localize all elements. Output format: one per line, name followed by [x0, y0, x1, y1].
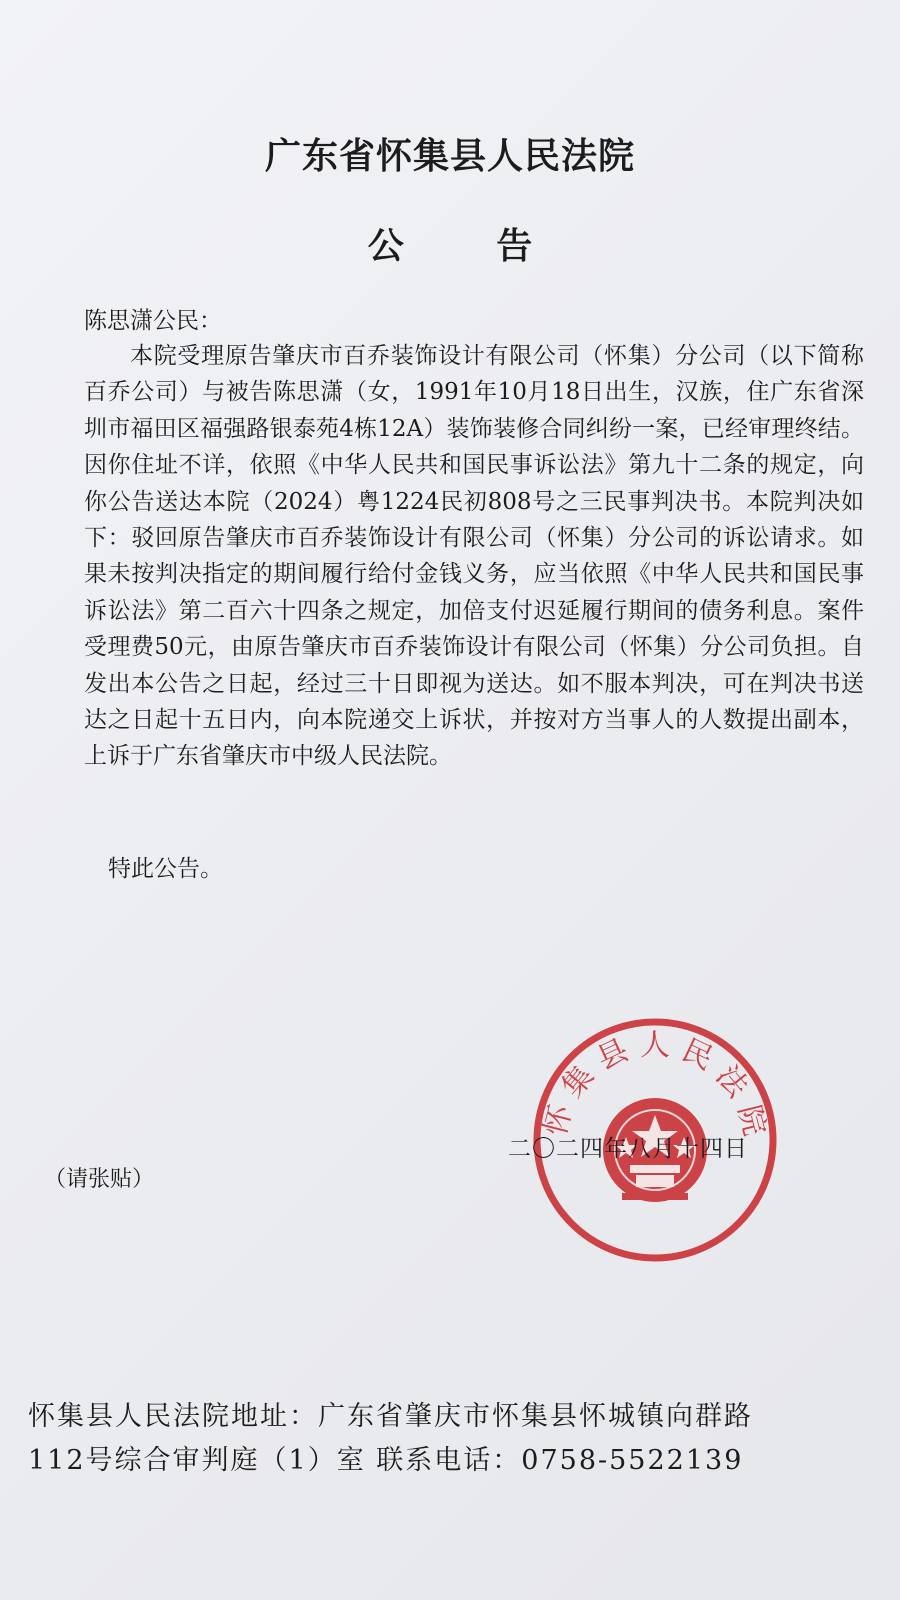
closing-line: 特此公告。 — [108, 856, 223, 882]
court-room-phone-line: 112号综合审判庭（1）室 联系电话：0758-5522139 — [28, 1445, 744, 1476]
notice-doc-type-heading: 公 告 — [367, 225, 573, 267]
notice-body: 本院受理原告肇庆市百乔装饰设计有限公司（怀集）分公司（以下简称百乔公司）与被告陈思潇（女，1991年10月18日出生，汉族，住广东省深圳市福田区福强路银泰苑4栋12A）装饰装修合同纠纷一案，已经审理终结。因你住址不详，依照《中华人民共和国民事诉讼法》第九十二条的规定，向你公告送达本院（2024）粤1224民初808号之三民事判决书。本院判决如下：驳回原告肇庆市百乔装饰设计有限公司（怀集）分公司的诉讼请求。如果未按判决指定的期间履行给付金钱义务，应当依照《中华人民共和国民事诉讼法》第二百六十四条之规定，加倍支付迟延履行期间的债务利息。案件受理费50元，由原告肇庆市百乔装饰设计有限公司（怀集）分公司负担。自发出本公告之日起，经过三十日即视为送达。如不服本判决，可在判决书送达之日起十五日内，向本院递交上诉状，并按对方当事人的人数提出副本，上诉于广东省肇庆市中级人民法院。 — [84, 343, 864, 770]
court-contact-footer — [28, 1395, 888, 1483]
court-name-heading: 广东省怀集县人民法院 — [264, 135, 635, 177]
posting-instruction: （请张贴） — [44, 1167, 155, 1192]
addressee: 陈思潇公民： — [84, 308, 222, 334]
issue-date: 二〇二四年八月十四日 — [508, 1136, 748, 1162]
court-address-line: 怀集县人民法院地址：广东省肇庆市怀集县怀城镇向群路 — [28, 1401, 753, 1432]
seal-text: 怀 集 县 人 民 法 院 — [537, 1028, 773, 1140]
